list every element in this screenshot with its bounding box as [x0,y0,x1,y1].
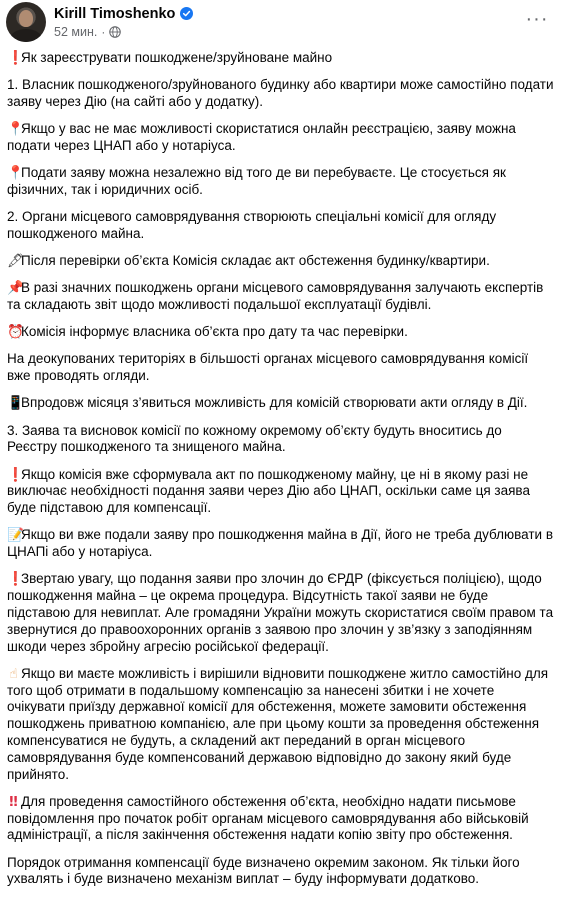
paragraph-text: 2. Органи місцевого самоврядування створюють спеціальні комісії для огляду пошкодженого майна. [7,209,497,241]
post-meta [54,5,193,40]
double-exclamation-icon: ‼ [9,793,18,810]
paragraph-text: Впродовж місяця з’явиться можливість для комісій створювати акти огляду в Дії. [21,395,528,411]
exclamation-icon: ❗ [7,50,24,66]
paragraph-text: 1. Власник пошкодженого/зруйнованого будинку або квартири може самостійно подати заяву через Дію (на сайті або у додатку). [7,77,554,109]
pin-icon: 📍 [7,121,24,138]
pin-icon: 📍 [7,165,24,182]
paragraph-text: Комісія інформує власника об’єкта про дату та час перевірки. [21,324,408,340]
separator-dot: · [101,24,106,39]
paragraph-text: Для проведення самостійного обстеження об’єкта, необхідно надати письмове повідомлення про початок робіт органам місцевого самоврядування або військовій адміністрації, а після закінчення обстеження надати копію звіту про обстеження. [7,793,529,843]
post-paragraph [7,467,555,517]
post-paragraph [7,666,555,784]
paragraph-text: 3. Заява та висновок комісії по кожному окремому об’єкту будуть вноситись до Реєстру пошкодженого та знищеного майна. [7,422,502,455]
verified-badge-icon [180,7,193,20]
paragraph-text: Порядок отримання компенсації буде визначено окремим законом. Як тільки його ухвалять і буде визначено механізм виплат – буду інформувати додатково. [7,854,520,887]
author-avatar[interactable] [6,2,46,42]
post-timestamp[interactable]: 52 мин. [54,24,98,39]
post-paragraph [7,527,555,561]
post-header [6,0,193,44]
post-paragraph [7,351,555,385]
author-row [54,5,193,23]
post-paragraph [7,395,555,412]
exclamation-icon: ❗ [7,571,24,588]
index-pointing-up-icon: ☝ [9,665,18,682]
paragraph-text: Звертаю увагу, що подання заяви про злочин до ЄРДР (фіксується поліцією), щодо пошкодження майна – це окрема процедура. Відсутність такої заяви не буде підставою для невиплат. Але громадяни України можуть скористатися своїм правом та звернутися до правоохоронних органів з заявою про злочин у зв’язку з заподіянням шкоди через збройну агресію російської федерації. [7,571,554,654]
paragraph-text: На деокупованих територіях в більшості органах місцевого самоврядування комісії вже проводять огляди. [7,351,529,384]
paragraph-text: Як зареєструвати пошкоджене/зруйноване майно [21,50,333,65]
post-paragraph [7,855,555,889]
post-paragraph [7,571,555,655]
post-body [7,50,555,899]
author-name[interactable]: Kirill Timoshenko [54,5,176,22]
paragraph-text: Якщо ви вже подали заяву про пошкодження майна в Дії, його не треба дублювати в ЦНАПі або у нотаріуса. [7,527,554,560]
post-paragraph [7,794,555,844]
post-paragraph [7,77,555,111]
post-paragraph [7,253,555,270]
memo-icon: 📝 [7,527,24,544]
paragraph-text: Після перевірки об’єкта Комісія складає акт обстеження будинку/квартири. [21,253,490,269]
alarm-clock-icon: ⏰ [7,324,24,341]
post-paragraph [7,280,555,314]
paragraph-text: Якщо ви маєте можливість і вирішили відновити пошкоджене житло самостійно для того щоб отримати в подальшому компенсацію за нанесені збитки і не хочете очікувати приїзду державної комісії для обстеження, можете замовити обстеження пошкоджень приватною компанією, але при цьому кошти за проведення обстеження компенсуватися не будуть, а складений акт переданий в орган місцевого самоврядування буде компенсований державою відповідно до закону який буде прийнято. [7,665,549,782]
post-options-button[interactable]: ··· [525,8,549,30]
globe-icon [109,26,121,38]
post-paragraph [7,121,555,155]
post-paragraph [7,50,555,67]
exclamation-icon: ❗ [7,466,24,483]
pen-icon: 🖋 [7,253,25,270]
post-time-row [54,24,193,40]
post-paragraph [7,423,555,457]
paragraph-text: Якщо у вас не має можливості скористатися онлайн реєстрацією, заяву можна подати через ЦНАП або у нотаріуса. [7,121,516,153]
pushpin-icon: 📌 [7,280,24,297]
paragraph-text: Подати заяву можна незалежно від того де ви перебуваєте. Це стосується як фізичних, так і юридичних осіб. [7,165,506,197]
post-paragraph [7,209,555,243]
paragraph-text: Якщо комісія вже сформувала акт по пошкодженому майну, це ні в якому разі не виключає необхідності подання заяви через Дію або ЦНАП, оскільки саме ця заява буде підставою для компенсації. [7,466,530,516]
post-paragraph [7,324,555,341]
phone-icon: 📱 [7,395,24,412]
post-paragraph [7,165,555,199]
paragraph-text: В разі значних пошкоджень органи місцевого самоврядування залучають експертів та складають звіт щодо можливості подальшої експлуатації будівлі. [7,280,544,313]
